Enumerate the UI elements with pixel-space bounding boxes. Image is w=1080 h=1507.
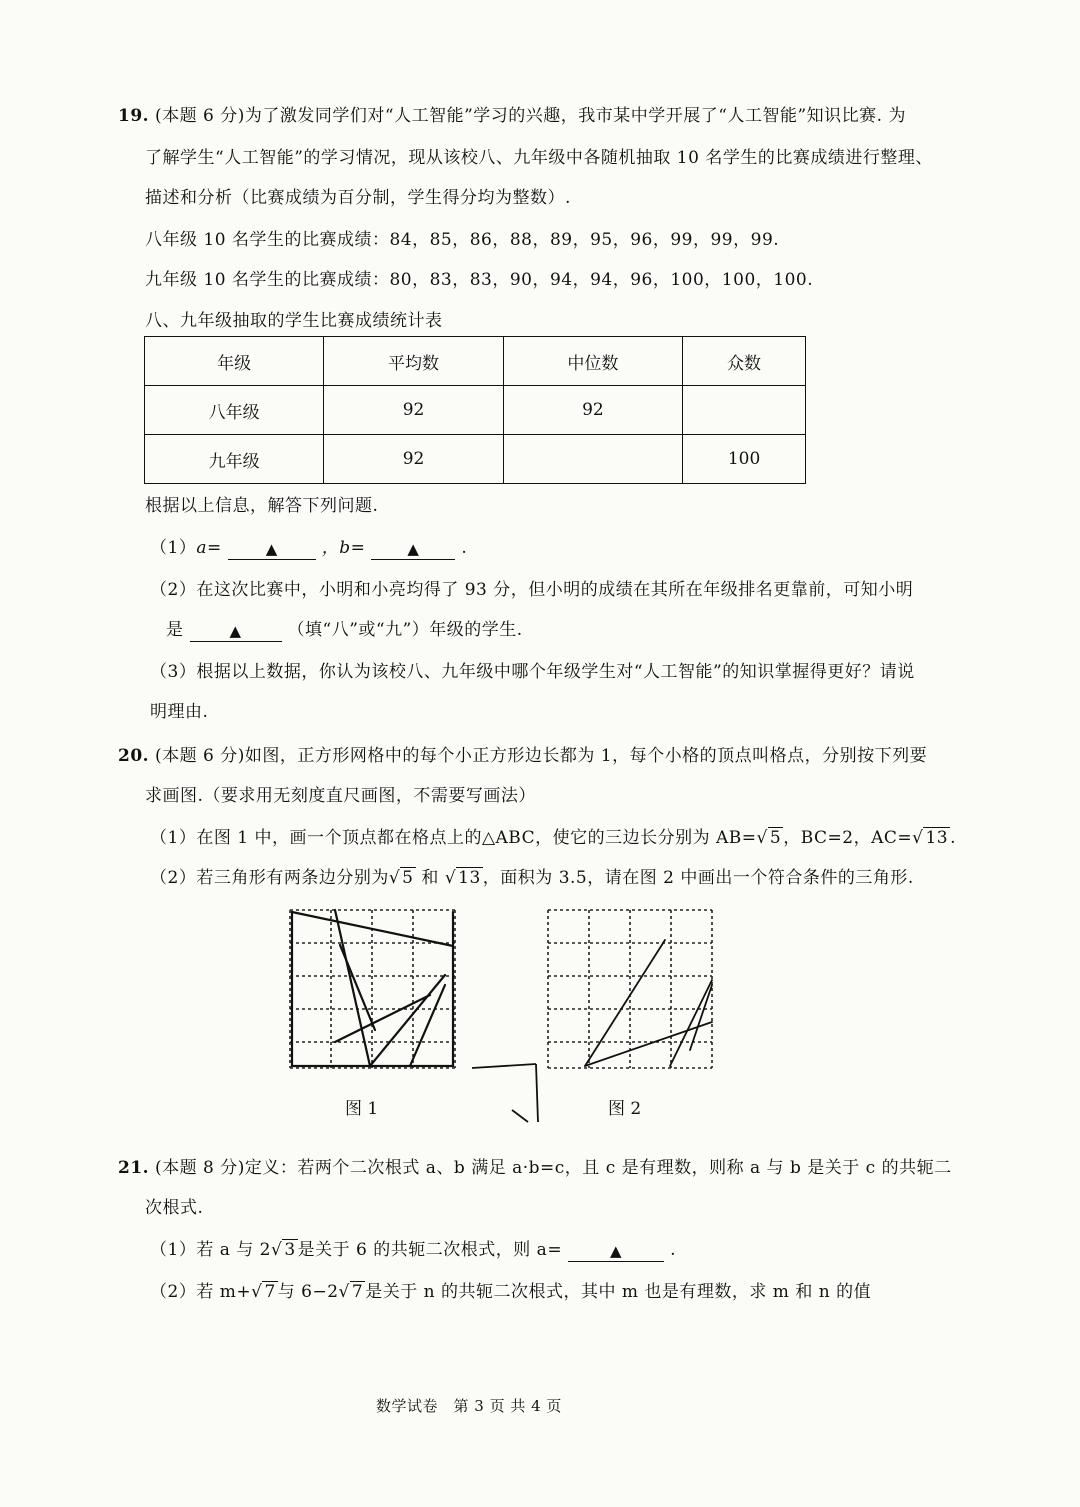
q19-text-line2: 了解学生“人工智能”的学习情况，现从该校八、九年级中各随机抽取 10 名学生的比赛成绩进行整理、 <box>145 148 933 168</box>
answer-blank-b[interactable] <box>371 537 455 560</box>
answer-blank-a[interactable] <box>228 537 316 560</box>
q19-text-line3: 描述和分析（比赛成绩为百分制，学生得分均为整数）. <box>145 188 571 208</box>
q20-text-line2: 求画图.（要求用无刻度直尺画图，不需要写画法） <box>145 786 536 806</box>
q19-sub1-b: ，b= <box>321 538 366 558</box>
q19-grade9-scores: 九年级 10 名学生的比赛成绩：80，83，83，90，94，94，96，100，100，100. <box>145 270 814 290</box>
table-header-cell: 平均数 <box>324 337 503 386</box>
q20-sub2-and: 和 <box>421 868 439 888</box>
sqrt-symbol: √ 7 <box>338 1282 364 1302</box>
triangle-icon: ▲ <box>407 540 420 558</box>
q19-sub1-a: a= <box>196 538 222 558</box>
sqrt-symbol: √ 13 <box>912 828 949 848</box>
q21-number: 21. <box>118 1158 150 1178</box>
q20-points: (本题 6 分) <box>154 746 245 766</box>
sqrt-symbol: √ 5 <box>756 828 782 848</box>
stray-pen-mark <box>470 1060 550 1130</box>
q21-sub1 <box>150 1238 676 1262</box>
q21-sub1-pre: （1）若 a 与 2 <box>150 1240 271 1260</box>
q19-sub2-line2 <box>166 618 523 642</box>
table-row <box>145 435 806 484</box>
q19-sub3-line2: 明理由. <box>150 702 209 722</box>
sqrt-symbol: √ 7 <box>251 1282 276 1302</box>
sqrt-symbol: √ 5 <box>388 868 414 888</box>
radicand: 3 <box>284 1240 296 1260</box>
table-cell <box>503 435 682 484</box>
q19-points: (本题 6 分) <box>154 106 245 126</box>
q20-text-line1: 如图，正方形网格中的每个小正方形边长都为 1，每个小格的顶点叫格点，分别按下列要 <box>244 746 928 766</box>
q20-sub2-pre: （2）若三角形有两条边分别为 <box>150 868 389 888</box>
q19-sub1-end: . <box>461 538 468 558</box>
q19-grade8-scores: 八年级 10 名学生的比赛成绩：84，85，86，88，89，95，96，99，99，99. <box>145 230 780 250</box>
figure-1-caption: 图 1 <box>345 1099 379 1119</box>
pencil-line <box>585 940 665 1066</box>
q19-sub1 <box>150 536 467 560</box>
table-header-cell: 众数 <box>683 337 806 386</box>
q21-text-line1: 定义：若两个二次根式 a、b 满足 a·b=c，且 c 是有理数，则称 a 与 b 是关于 c 的共轭二 <box>244 1158 952 1178</box>
q19-sub2-post: （填“八”或“九”）年级的学生. <box>287 620 523 640</box>
q21-sub1-mid: 是关于 6 的共轭二次根式，则 a= <box>297 1240 563 1260</box>
q19-line1 <box>118 104 906 128</box>
q20-sub1-end: . <box>950 828 956 848</box>
radicand: 7 <box>351 1282 364 1302</box>
q20-line1 <box>118 744 927 768</box>
table-cell: 九年级 <box>145 435 324 484</box>
q21-sub2-post: 是关于 n 的共轭二次根式，其中 m 也是有理数，求 m 和 n 的值 <box>365 1282 872 1302</box>
q19-number: 19. <box>118 106 150 126</box>
triangle-icon: ▲ <box>229 622 242 640</box>
pencil-line <box>670 980 712 1066</box>
radicand: 13 <box>458 868 481 888</box>
q21-text-line2: 次根式. <box>145 1198 204 1218</box>
radicand: 7 <box>264 1282 276 1302</box>
q20-sub1-pre: （1）在图 1 中，画一个顶点都在格点上的△ABC，使它的三边长分别为 AB= <box>150 828 757 848</box>
table-header-row <box>145 337 806 386</box>
q20-sub2 <box>150 866 914 890</box>
table-row <box>145 386 806 435</box>
q20-sub1 <box>150 826 956 850</box>
q19-table-title: 八、九年级抽取的学生比赛成绩统计表 <box>145 311 443 331</box>
q21-sub2-mid: 与 6−2 <box>277 1282 339 1302</box>
q19-sub1-label: （1） <box>150 538 197 558</box>
table-cell: 100 <box>683 435 806 484</box>
table-header-cell: 年级 <box>145 337 324 386</box>
q21-points: (本题 8 分) <box>154 1158 245 1178</box>
q20-sub2-post: ，面积为 3.5，请在图 2 中画出一个符合条件的三角形. <box>482 868 914 888</box>
sqrt-symbol: √ 13 <box>444 868 481 888</box>
table-header-cell: 中位数 <box>503 337 682 386</box>
q21-line1 <box>118 1156 952 1180</box>
stats-table <box>144 336 806 484</box>
radicand: 5 <box>769 828 782 848</box>
radicand: 5 <box>402 868 414 888</box>
figure-2-caption: 图 2 <box>608 1099 642 1119</box>
answer-blank-grade[interactable] <box>190 619 282 642</box>
q20-number: 20. <box>118 746 150 766</box>
figure-2-grid <box>540 900 730 1080</box>
answer-blank-q21a[interactable] <box>568 1239 664 1262</box>
q19-text-line1: 为了激发同学们对“人工智能”学习的兴趣，我市某中学开展了“人工智能”知识比赛. 为 <box>244 106 906 126</box>
pencil-line <box>370 975 445 1066</box>
q21-sub1-end: . <box>670 1240 676 1260</box>
table-cell: 92 <box>503 386 682 435</box>
q19-sub2-pre: 是 <box>166 620 184 640</box>
radicand: 13 <box>925 828 949 848</box>
sqrt-symbol: √ 3 <box>270 1240 296 1260</box>
page-footer: 数学试卷 第 3 页 共 4 页 <box>376 1397 562 1415</box>
triangle-icon: ▲ <box>265 540 278 558</box>
q20-sub1-mid: ，BC=2，AC= <box>783 828 913 848</box>
pencil-line <box>335 995 430 1042</box>
q19-sub2-line1: （2）在这次比赛中，小明和小亮均得了 93 分，但小明的成绩在其所在年级排名更靠前，可知小明 <box>150 580 914 600</box>
q19-prompt: 根据以上信息，解答下列问题. <box>145 496 379 516</box>
figure-1-grid <box>280 900 470 1080</box>
q19-sub3-line1: （3）根据以上数据，你认为该校八、九年级中哪个年级学生对“人工智能”的知识掌握得更好？请说 <box>150 662 915 682</box>
table-cell: 92 <box>324 435 503 484</box>
triangle-icon: ▲ <box>610 1242 623 1260</box>
q21-sub2-pre: （2）若 m+ <box>150 1282 252 1302</box>
q21-sub2 <box>150 1280 871 1304</box>
table-cell <box>683 386 806 435</box>
table-cell: 92 <box>324 386 503 435</box>
pencil-line <box>340 945 375 1030</box>
table-cell: 八年级 <box>145 386 324 435</box>
